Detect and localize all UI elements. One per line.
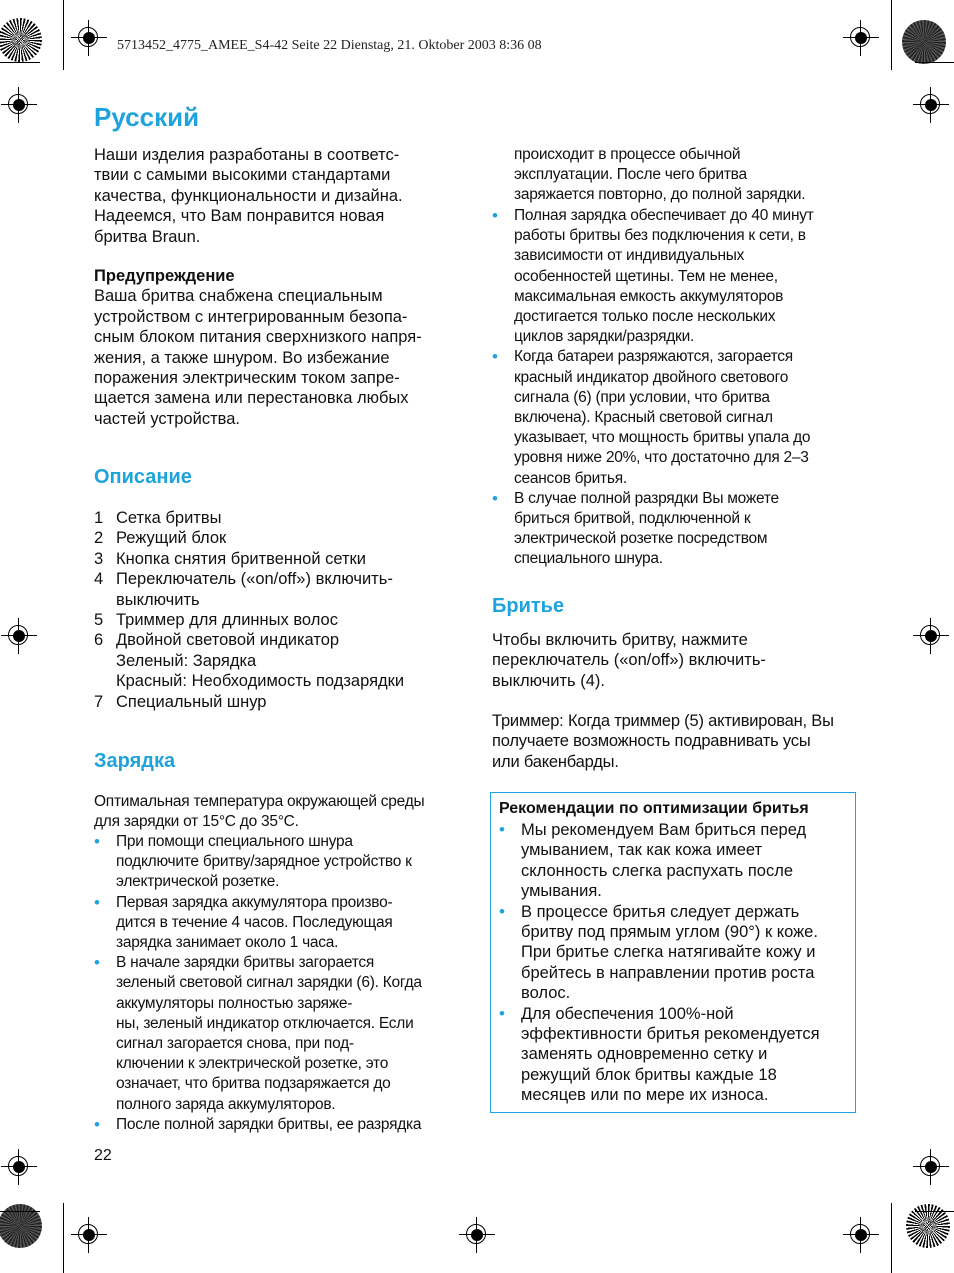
list-item: • Полная зарядка обеспечивает до 40 минут работы бритвы без подключения к сети, в зависимости от индивидуальных особенностей щетины. Тем не менее, максимальная емкость аккумуляторов достигается только после нескольких циклов зарядки/разрядки.	[492, 206, 864, 347]
registration-mark-icon	[1, 87, 37, 123]
tips-box	[490, 792, 856, 1113]
charging-intro: Оптимальная температура окружающей среды для зарядки от 15°C до 35°C.	[94, 793, 425, 831]
list-item: 4 Переключатель («on/off») включить- выключить	[94, 570, 393, 609]
trim-line	[63, 1203, 64, 1273]
registration-mark-icon	[1, 618, 37, 654]
list-item: • В случае полной разрядки Вы можете бриться бритвой, подключенной к электрической розетке посредством специального шнура.	[492, 489, 864, 570]
registration-mark-icon	[459, 1217, 495, 1253]
description-list	[94, 508, 474, 712]
charging-continuation: происходит в процессе обычной эксплуатации. После чего бритва заряжается повторно, до полной зарядки.	[514, 146, 806, 204]
tips-heading: Рекомендации по оптимизации бритья	[499, 800, 809, 817]
list-item: • Для обеспечения 100%-ной эффективности бритья рекомендуется заменять одновременно сетку и режущий блок бритвы каждые 18 месяцев или по мере их износа.	[499, 1004, 847, 1106]
trim-line	[891, 1203, 892, 1273]
list-item: 6 Двойной световой индикатор Зеленый: Зарядка Красный: Необходимость подзарядки	[94, 631, 405, 691]
registration-mark-icon	[913, 618, 949, 654]
shaving-paragraph: Чтобы включить бритву, нажмите переключатель («on/off») включить- выключить (4).	[492, 631, 766, 690]
color-bar-mark-top-left	[0, 18, 42, 62]
trim-line	[0, 62, 40, 63]
list-item: 1 Сетка бритвы	[94, 509, 222, 527]
charging-heading: Зарядка	[94, 750, 176, 772]
trimmer-paragraph: Триммер: Когда триммер (5) активирован, Вы получаете возможность подравнивать усы или бакенбарды.	[492, 712, 834, 771]
charging-bullets-right	[492, 206, 864, 570]
list-item: • Мы рекомендуем Вам бриться перед умыванием, так как кожа имеет склонность слегка распухать после умывания.	[499, 820, 847, 902]
list-item: • После полной зарядки бритвы, ее разрядка	[94, 1115, 464, 1135]
list-item: • При помощи специального шнура подключите бритву/зарядное устройство к электрической розетке.	[94, 832, 464, 893]
shaving-heading: Бритье	[492, 595, 565, 617]
page-title: Русский	[94, 102, 200, 132]
trim-line	[0, 1211, 40, 1212]
registration-mark-icon	[913, 87, 949, 123]
print-header: 5713452_4775_AMEE_S4-42 Seite 22 Dienstag, 21. Oktober 2003 8:36 08	[117, 38, 542, 53]
list-item: • В процессе бритья следует держать бритву под прямым углом (90°) к коже. При бритье слегка натягивайте кожу и брейтесь в направлении против роста волос.	[499, 902, 847, 1004]
registration-mark-icon	[1, 1149, 37, 1185]
registration-mark-icon	[71, 1217, 107, 1253]
warning-heading: Предупреждение	[94, 267, 235, 285]
list-item: 2 Режущий блок	[94, 529, 227, 548]
list-item: 7 Специальный шнур	[94, 692, 267, 711]
charging-bullets-left	[94, 832, 464, 1135]
description-heading: Описание	[94, 466, 192, 488]
registration-mark-icon	[71, 20, 107, 56]
trim-line	[891, 0, 892, 70]
page-number: 22	[94, 1147, 112, 1164]
registration-mark-icon	[913, 1149, 949, 1185]
list-item: 5 Триммер для длинных волос	[94, 611, 338, 630]
trim-line	[63, 0, 64, 70]
color-bar-mark-top-right	[902, 20, 946, 64]
list-item: • Первая зарядка аккумулятора произво- дится в течение 4 часов. Последующая зарядка занимает около 1 часа.	[94, 893, 464, 954]
registration-mark-icon	[843, 1217, 879, 1253]
tips-list	[499, 820, 847, 1106]
list-item: 3 Кнопка снятия бритвенной сетки	[94, 549, 366, 568]
intro-paragraph: Наши изделия разработаны в соответс- твии с самыми высокими стандартами качества, функциональности и дизайна. Надеемся, что Вам понравится новая бритва Braun.	[94, 146, 403, 246]
registration-mark-icon	[843, 20, 879, 56]
list-item: • Когда батареи разряжаются, загорается красный индикатор двойного светового сигнала (6) (при условии, что бритва включена). Красный световой сигнал указывает, что мощность бритвы упала до уровня ниже 20%, что достаточно для 2–3 сеансов бритья.	[492, 347, 864, 488]
list-item: • В начале зарядки бритвы загорается зеленый световой сигнал зарядки (6). Когда аккумуляторы полностью заряже- ны, зеленый индикатор отключается. Если сигнал загорается снова, при под- ключении к электрической розетке, это означает, что бритва подзаряжается до полного заряда аккумуляторов.	[94, 953, 464, 1115]
trim-line	[915, 62, 954, 63]
warning-section: Предупреждение Ваша бритва снабжена специальным устройством с интегрированным безопа- сным блоком питания сверхнизкого напря- жения, а также шнуром. Во избежание поражения электрическим током запре- щается замена или перестановка любых частей устройства.	[94, 266, 474, 429]
trim-line	[915, 1211, 954, 1212]
